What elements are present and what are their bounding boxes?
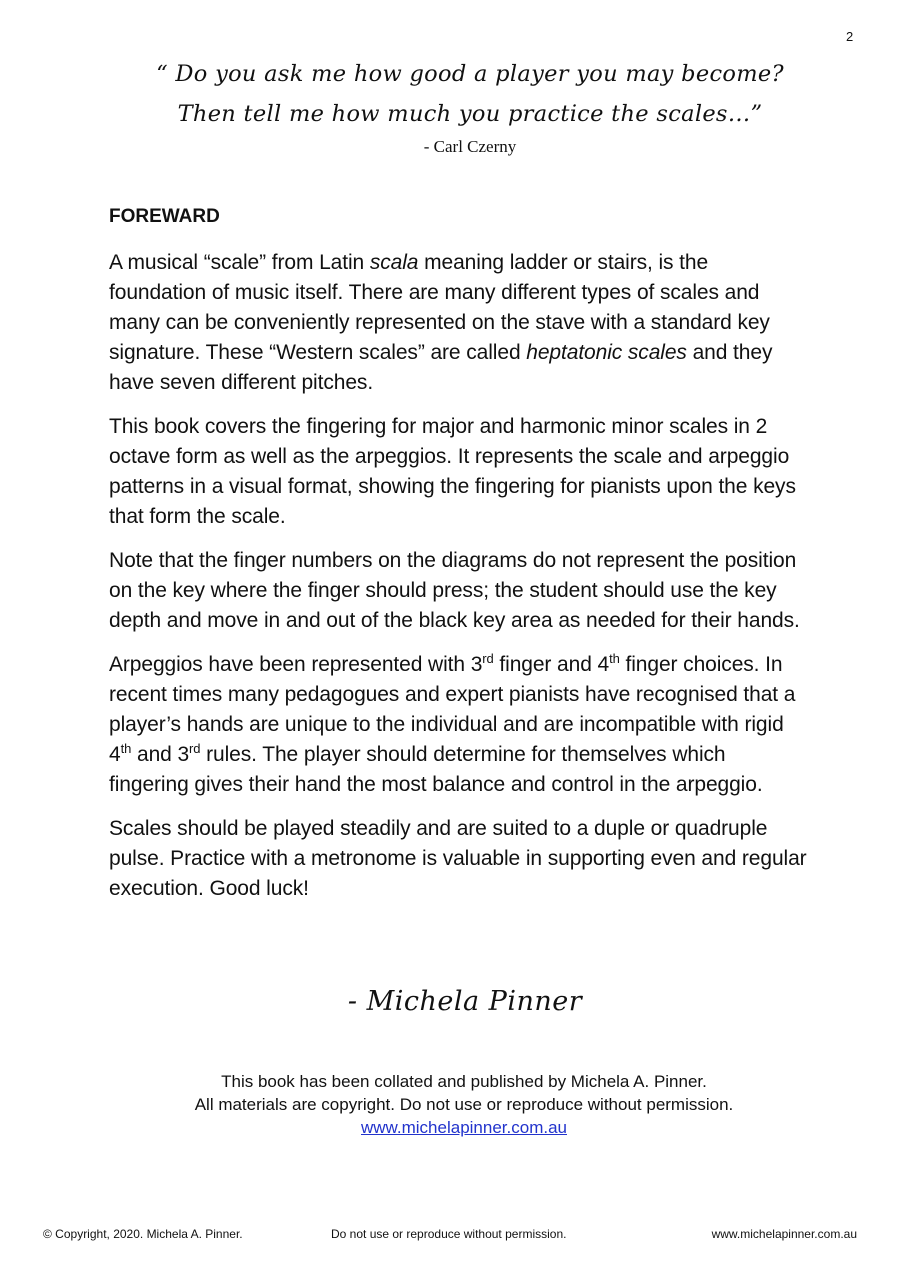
publisher-line-1: This book has been collated and published by Michela A. Pinner. [221, 1072, 707, 1091]
p1-italic-scala: scala [369, 251, 419, 274]
paragraph-3: Note that the finger numbers on the diagrams do not represent the position on the key where the finger should press; the student should use the key depth and move in and out of the black key area as needed for their hands. [109, 549, 800, 632]
website-link[interactable]: www.michelapinner.com.au [361, 1118, 567, 1137]
quote-attribution: - Carl Czerny [423, 137, 517, 156]
footer-copyright: © Copyright, 2020. Michela A. Pinner. [43, 1227, 243, 1241]
paragraph-2: This book covers the fingering for major and harmonic minor scales in 2 octave form as well as the arpeggios. It represents the scale and arpeggio patterns in a visual format, showing the fingering for pianists upon the keys that form the scale. [109, 415, 796, 528]
paragraph-5: Scales should be played steadily and are suited to a duple or quadruple pulse. Practice with a metronome is valuable in supporting even and regular execution. Good luck! [109, 817, 807, 900]
p4-sup-rd: rd [482, 651, 494, 666]
p1-text-c: meaning ladder or stairs, is the foundation of music itself. There are many different types of scales and many can be conveniently represented on the stave with a standard key signature. These “Western scales” are called [109, 251, 770, 364]
foreward-section [109, 204, 809, 918]
p1-italic-heptatonic: heptatonic scales [526, 341, 687, 364]
quote-line-1: “ Do you ask me how good a player you may become? [156, 61, 784, 87]
quote-line-2: Then tell me how much you practice the scales…” [177, 101, 763, 127]
p4-sup-rd-2: rd [189, 741, 201, 756]
p4-text-e: rules. The player should determine for themselves which fingering gives their hand the most balance and control in the arpeggio. [109, 743, 763, 796]
page-footer [43, 1227, 857, 1243]
p4-sup-th: th [609, 651, 620, 666]
footer-website: www.michelapinner.com.au [711, 1227, 857, 1241]
publisher-line-2: All materials are copyright. Do not use or reproduce without permission. [194, 1095, 734, 1114]
paragraph-4 [109, 650, 809, 800]
publisher-notice [0, 1070, 900, 1139]
epigraph-quote [140, 54, 800, 134]
p1-text-e: and they have seven different pitches. [109, 341, 773, 394]
author-signature: - Michela Pinner [347, 986, 583, 1017]
p4-text-a: Arpeggios have been represented with 3 [109, 653, 483, 676]
p1-text-a: A musical “scale” from Latin [109, 251, 370, 274]
page-number: 2 [846, 29, 854, 44]
p4-text-d: and 3 [131, 743, 190, 766]
section-heading: FOREWARD [109, 206, 220, 227]
p4-text-b: finger and 4 [493, 653, 610, 676]
p4-text-c: finger choices. In recent times many pedagogues and expert pianists have recognised that a player’s hands are unique to the individual and are incompatible with rigid 4 [109, 653, 796, 766]
paragraph-1 [109, 248, 809, 398]
p4-sup-th-2: th [120, 741, 132, 756]
footer-notice: Do not use or reproduce without permission. [331, 1227, 567, 1241]
